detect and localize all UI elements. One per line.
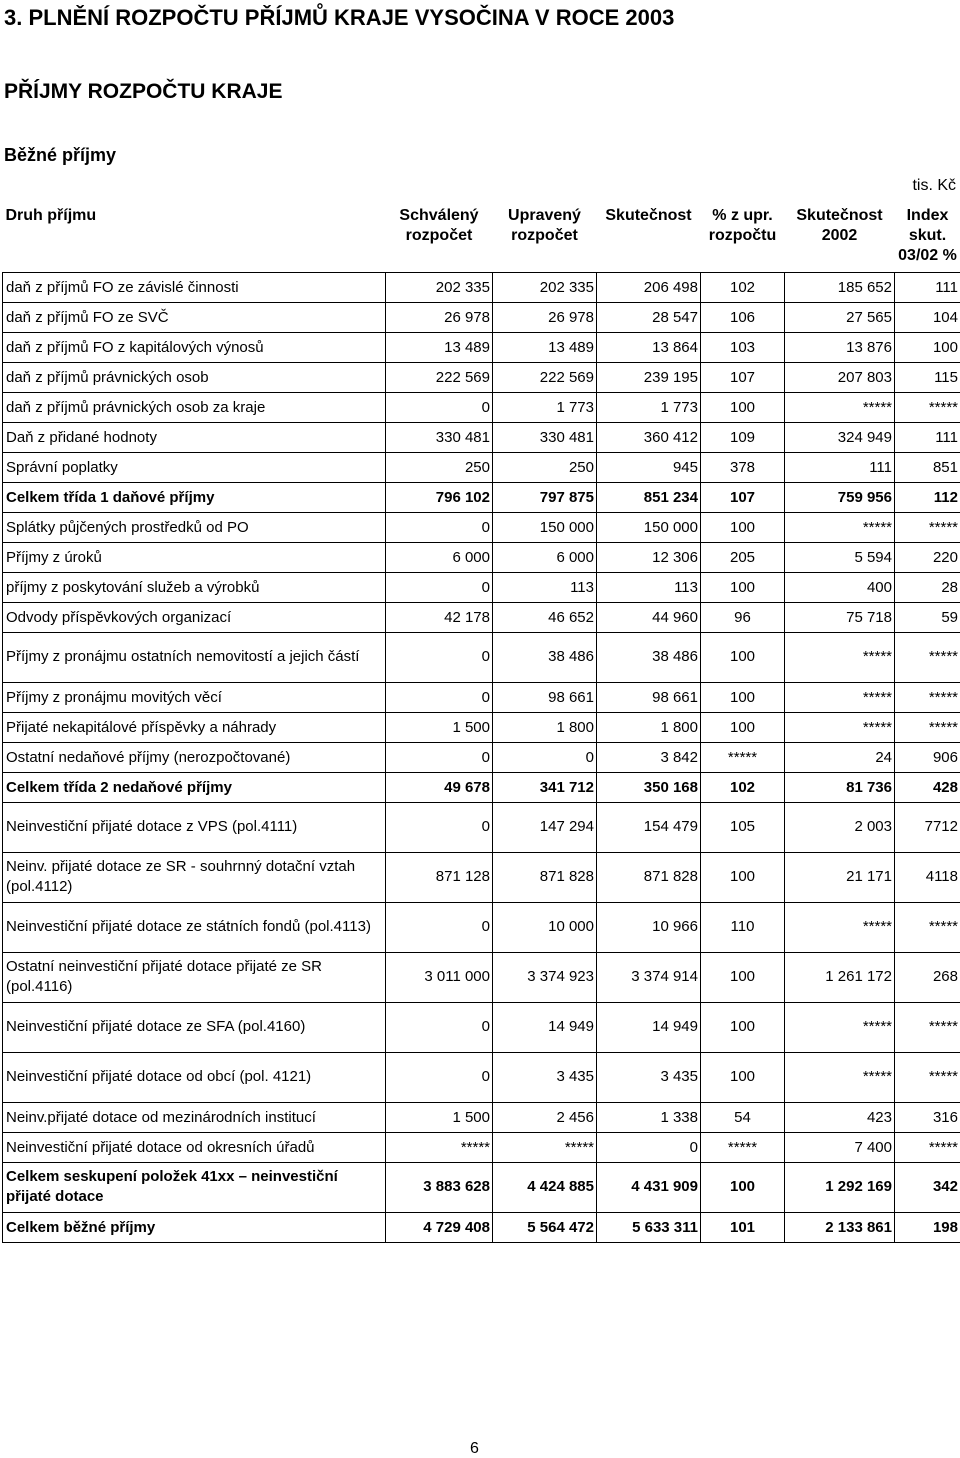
cell-upraveny: 341 712 bbox=[493, 772, 597, 802]
cell-skutecnost: 12 306 bbox=[597, 542, 701, 572]
income-table bbox=[2, 200, 960, 1243]
col-header-schvaleny: Schválený rozpočet bbox=[386, 200, 493, 272]
cell-index: ***** bbox=[895, 1002, 960, 1052]
cell-skutecnost: 38 486 bbox=[597, 632, 701, 682]
cell-skut2002: ***** bbox=[785, 682, 895, 712]
cell-upraveny: 202 335 bbox=[493, 272, 597, 302]
table-row bbox=[3, 682, 960, 712]
cell-schvaleny: 202 335 bbox=[386, 272, 493, 302]
cell-pct: 103 bbox=[701, 332, 785, 362]
cell-upraveny: 222 569 bbox=[493, 362, 597, 392]
table-row bbox=[3, 712, 960, 742]
cell-index: 112 bbox=[895, 482, 960, 512]
cell-pct: 109 bbox=[701, 422, 785, 452]
col-header-index: Index skut. 03/02 % bbox=[895, 200, 960, 272]
cell-schvaleny: 0 bbox=[386, 1002, 493, 1052]
cell-skut2002: 5 594 bbox=[785, 542, 895, 572]
cell-pct: 101 bbox=[701, 1212, 785, 1242]
cell-pct: 110 bbox=[701, 902, 785, 952]
cell-label: příjmy z poskytování služeb a výrobků bbox=[3, 572, 386, 602]
cell-schvaleny: 3 883 628 bbox=[386, 1162, 493, 1212]
cell-label: Přijaté nekapitálové příspěvky a náhrady bbox=[3, 712, 386, 742]
cell-upraveny: 98 661 bbox=[493, 682, 597, 712]
cell-label: daň z příjmů FO z kapitálových výnosů bbox=[3, 332, 386, 362]
cell-pct: 100 bbox=[701, 852, 785, 902]
cell-pct: 378 bbox=[701, 452, 785, 482]
cell-label: Neinvestiční přijaté dotace ze SFA (pol.4160) bbox=[3, 1002, 386, 1052]
cell-index: 851 bbox=[895, 452, 960, 482]
cell-index: 342 bbox=[895, 1162, 960, 1212]
cell-skut2002: 21 171 bbox=[785, 852, 895, 902]
cell-upraveny: 10 000 bbox=[493, 902, 597, 952]
col-header-pct: % z upr. rozpočtu bbox=[701, 200, 785, 272]
cell-skutecnost: 851 234 bbox=[597, 482, 701, 512]
cell-skutecnost: 3 435 bbox=[597, 1052, 701, 1102]
table-row bbox=[3, 452, 960, 482]
cell-skutecnost: 4 431 909 bbox=[597, 1162, 701, 1212]
table-row bbox=[3, 952, 960, 1002]
col-header-druh: Druh příjmu bbox=[3, 200, 386, 272]
cell-index: ***** bbox=[895, 392, 960, 422]
cell-skutecnost: 5 633 311 bbox=[597, 1212, 701, 1242]
cell-schvaleny: ***** bbox=[386, 1132, 493, 1162]
cell-index: 59 bbox=[895, 602, 960, 632]
table-row bbox=[3, 1052, 960, 1102]
cell-pct: 100 bbox=[701, 682, 785, 712]
col-header-upraveny: Upravený rozpočet bbox=[493, 200, 597, 272]
cell-skutecnost: 3 842 bbox=[597, 742, 701, 772]
cell-pct: 100 bbox=[701, 1162, 785, 1212]
cell-schvaleny: 0 bbox=[386, 392, 493, 422]
cell-pct: 100 bbox=[701, 952, 785, 1002]
cell-skutecnost: 1 773 bbox=[597, 392, 701, 422]
cell-upraveny: 6 000 bbox=[493, 542, 597, 572]
cell-schvaleny: 42 178 bbox=[386, 602, 493, 632]
cell-schvaleny: 1 500 bbox=[386, 712, 493, 742]
cell-skut2002: 75 718 bbox=[785, 602, 895, 632]
cell-pct: 100 bbox=[701, 1002, 785, 1052]
col-header-skutecnost: Skutečnost bbox=[597, 200, 701, 272]
cell-label: Celkem třída 1 daňové příjmy bbox=[3, 482, 386, 512]
cell-skut2002: 1 261 172 bbox=[785, 952, 895, 1002]
cell-upraveny: ***** bbox=[493, 1132, 597, 1162]
cell-skutecnost: 44 960 bbox=[597, 602, 701, 632]
table-row bbox=[3, 1212, 960, 1242]
cell-pct: 100 bbox=[701, 632, 785, 682]
cell-label: Splátky půjčených prostředků od PO bbox=[3, 512, 386, 542]
cell-upraveny: 38 486 bbox=[493, 632, 597, 682]
cell-pct: 107 bbox=[701, 362, 785, 392]
cell-pct: 100 bbox=[701, 392, 785, 422]
cell-skutecnost: 206 498 bbox=[597, 272, 701, 302]
table-row bbox=[3, 852, 960, 902]
cell-skutecnost: 0 bbox=[597, 1132, 701, 1162]
cell-skutecnost: 28 547 bbox=[597, 302, 701, 332]
cell-index: 268 bbox=[895, 952, 960, 1002]
cell-label: Příjmy z úroků bbox=[3, 542, 386, 572]
cell-upraveny: 250 bbox=[493, 452, 597, 482]
cell-pct: 96 bbox=[701, 602, 785, 632]
cell-pct: ***** bbox=[701, 742, 785, 772]
cell-schvaleny: 250 bbox=[386, 452, 493, 482]
cell-schvaleny: 1 500 bbox=[386, 1102, 493, 1132]
cell-skut2002: 27 565 bbox=[785, 302, 895, 332]
cell-schvaleny: 26 978 bbox=[386, 302, 493, 332]
cell-schvaleny: 13 489 bbox=[386, 332, 493, 362]
cell-upraveny: 330 481 bbox=[493, 422, 597, 452]
cell-skutecnost: 14 949 bbox=[597, 1002, 701, 1052]
cell-index: 906 bbox=[895, 742, 960, 772]
cell-schvaleny: 222 569 bbox=[386, 362, 493, 392]
cell-schvaleny: 330 481 bbox=[386, 422, 493, 452]
cell-skutecnost: 1 338 bbox=[597, 1102, 701, 1132]
cell-skut2002: ***** bbox=[785, 1002, 895, 1052]
cell-upraveny: 4 424 885 bbox=[493, 1162, 597, 1212]
cell-schvaleny: 796 102 bbox=[386, 482, 493, 512]
cell-label: Správní poplatky bbox=[3, 452, 386, 482]
cell-upraveny: 1 800 bbox=[493, 712, 597, 742]
cell-label: Odvody příspěvkových organizací bbox=[3, 602, 386, 632]
cell-index: 111 bbox=[895, 272, 960, 302]
cell-skut2002: 185 652 bbox=[785, 272, 895, 302]
cell-schvaleny: 0 bbox=[386, 1052, 493, 1102]
unit-label: tis. Kč bbox=[912, 177, 956, 195]
cell-pct: 107 bbox=[701, 482, 785, 512]
cell-pct: 205 bbox=[701, 542, 785, 572]
cell-schvaleny: 3 011 000 bbox=[386, 952, 493, 1002]
cell-label: Ostatní neinvestiční přijaté dotace přijaté ze SR (pol.4116) bbox=[3, 952, 386, 1002]
cell-skut2002: 324 949 bbox=[785, 422, 895, 452]
cell-label: Neinvestiční přijaté dotace ze státních fondů (pol.4113) bbox=[3, 902, 386, 952]
cell-label: daň z příjmů právnických osob bbox=[3, 362, 386, 392]
cell-skutecnost: 13 864 bbox=[597, 332, 701, 362]
table-row bbox=[3, 1162, 960, 1212]
table-row bbox=[3, 332, 960, 362]
table-row bbox=[3, 512, 960, 542]
table-row bbox=[3, 1132, 960, 1162]
cell-index: 198 bbox=[895, 1212, 960, 1242]
cell-skutecnost: 239 195 bbox=[597, 362, 701, 392]
cell-label: Celkem seskupení položek 41xx – neinvestiční přijaté dotace bbox=[3, 1162, 386, 1212]
section-heading: PŘÍJMY ROZPOČTU KRAJE bbox=[4, 80, 283, 104]
cell-upraveny: 26 978 bbox=[493, 302, 597, 332]
cell-label: Neinvestiční přijaté dotace od obcí (pol. 4121) bbox=[3, 1052, 386, 1102]
cell-schvaleny: 871 128 bbox=[386, 852, 493, 902]
table-row bbox=[3, 422, 960, 452]
cell-index: ***** bbox=[895, 712, 960, 742]
cell-pct: 100 bbox=[701, 712, 785, 742]
cell-skutecnost: 945 bbox=[597, 452, 701, 482]
cell-index: ***** bbox=[895, 902, 960, 952]
cell-schvaleny: 0 bbox=[386, 572, 493, 602]
cell-skutecnost: 98 661 bbox=[597, 682, 701, 712]
page-number: 6 bbox=[470, 1440, 479, 1458]
cell-skut2002: 81 736 bbox=[785, 772, 895, 802]
cell-upraveny: 3 435 bbox=[493, 1052, 597, 1102]
cell-skut2002: 24 bbox=[785, 742, 895, 772]
cell-upraveny: 871 828 bbox=[493, 852, 597, 902]
cell-skutecnost: 113 bbox=[597, 572, 701, 602]
cell-upraveny: 147 294 bbox=[493, 802, 597, 852]
cell-skut2002: 759 956 bbox=[785, 482, 895, 512]
cell-index: 100 bbox=[895, 332, 960, 362]
cell-upraveny: 5 564 472 bbox=[493, 1212, 597, 1242]
cell-skutecnost: 350 168 bbox=[597, 772, 701, 802]
cell-skut2002: ***** bbox=[785, 712, 895, 742]
cell-label: Daň z přidané hodnoty bbox=[3, 422, 386, 452]
table-row bbox=[3, 302, 960, 332]
cell-index: 111 bbox=[895, 422, 960, 452]
table-row bbox=[3, 572, 960, 602]
cell-label: Neinvestiční přijaté dotace z VPS (pol.4111) bbox=[3, 802, 386, 852]
cell-schvaleny: 0 bbox=[386, 902, 493, 952]
table-row bbox=[3, 392, 960, 422]
cell-skut2002: ***** bbox=[785, 632, 895, 682]
cell-skutecnost: 154 479 bbox=[597, 802, 701, 852]
cell-index: ***** bbox=[895, 1052, 960, 1102]
cell-label: Příjmy z pronájmu ostatních nemovitostí a jejich částí bbox=[3, 632, 386, 682]
cell-index: 104 bbox=[895, 302, 960, 332]
cell-skutecnost: 3 374 914 bbox=[597, 952, 701, 1002]
cell-label: daň z příjmů FO ze závislé činnosti bbox=[3, 272, 386, 302]
cell-upraveny: 150 000 bbox=[493, 512, 597, 542]
cell-skut2002: 2 133 861 bbox=[785, 1212, 895, 1242]
table-row bbox=[3, 632, 960, 682]
cell-upraveny: 0 bbox=[493, 742, 597, 772]
cell-index: ***** bbox=[895, 512, 960, 542]
cell-index: 220 bbox=[895, 542, 960, 572]
cell-index: 4118 bbox=[895, 852, 960, 902]
cell-pct: 100 bbox=[701, 572, 785, 602]
cell-index: 428 bbox=[895, 772, 960, 802]
cell-skut2002: 400 bbox=[785, 572, 895, 602]
table-row bbox=[3, 542, 960, 572]
cell-pct: 102 bbox=[701, 272, 785, 302]
cell-index: ***** bbox=[895, 632, 960, 682]
cell-skut2002: 1 292 169 bbox=[785, 1162, 895, 1212]
cell-pct: 100 bbox=[701, 512, 785, 542]
cell-schvaleny: 6 000 bbox=[386, 542, 493, 572]
cell-skut2002: 207 803 bbox=[785, 362, 895, 392]
cell-schvaleny: 0 bbox=[386, 512, 493, 542]
table-body bbox=[3, 272, 960, 1242]
cell-label: Příjmy z pronájmu movitých věcí bbox=[3, 682, 386, 712]
table-row bbox=[3, 272, 960, 302]
cell-schvaleny: 0 bbox=[386, 742, 493, 772]
subsection-heading: Běžné příjmy bbox=[4, 145, 116, 166]
cell-label: Neinvestiční přijaté dotace od okresních úřadů bbox=[3, 1132, 386, 1162]
cell-label: daň z příjmů právnických osob za kraje bbox=[3, 392, 386, 422]
cell-skutecnost: 150 000 bbox=[597, 512, 701, 542]
cell-upraveny: 3 374 923 bbox=[493, 952, 597, 1002]
cell-pct: 100 bbox=[701, 1052, 785, 1102]
cell-skut2002: ***** bbox=[785, 512, 895, 542]
cell-skut2002: 13 876 bbox=[785, 332, 895, 362]
cell-pct: ***** bbox=[701, 1132, 785, 1162]
table-row bbox=[3, 902, 960, 952]
cell-skut2002: 111 bbox=[785, 452, 895, 482]
cell-skutecnost: 360 412 bbox=[597, 422, 701, 452]
cell-upraveny: 46 652 bbox=[493, 602, 597, 632]
table-row bbox=[3, 602, 960, 632]
page-title: 3. PLNĚNÍ ROZPOČTU PŘÍJMŮ KRAJE VYSOČINA V ROCE 2003 bbox=[4, 5, 674, 31]
cell-skut2002: ***** bbox=[785, 902, 895, 952]
table-row bbox=[3, 772, 960, 802]
cell-schvaleny: 49 678 bbox=[386, 772, 493, 802]
cell-index: 28 bbox=[895, 572, 960, 602]
table-row bbox=[3, 1102, 960, 1132]
cell-index: 7712 bbox=[895, 802, 960, 852]
cell-label: daň z příjmů FO ze SVČ bbox=[3, 302, 386, 332]
cell-pct: 106 bbox=[701, 302, 785, 332]
cell-label: Neinv.přijaté dotace od mezinárodních institucí bbox=[3, 1102, 386, 1132]
cell-schvaleny: 0 bbox=[386, 802, 493, 852]
cell-pct: 102 bbox=[701, 772, 785, 802]
cell-skutecnost: 871 828 bbox=[597, 852, 701, 902]
cell-label: Neinv. přijaté dotace ze SR - souhrnný dotační vztah (pol.4112) bbox=[3, 852, 386, 902]
cell-label: Celkem třída 2 nedaňové příjmy bbox=[3, 772, 386, 802]
cell-index: 316 bbox=[895, 1102, 960, 1132]
cell-skut2002: ***** bbox=[785, 392, 895, 422]
cell-schvaleny: 0 bbox=[386, 682, 493, 712]
cell-skut2002: ***** bbox=[785, 1052, 895, 1102]
cell-index: ***** bbox=[895, 682, 960, 712]
cell-skutecnost: 1 800 bbox=[597, 712, 701, 742]
cell-upraveny: 113 bbox=[493, 572, 597, 602]
table-header-row bbox=[3, 200, 960, 272]
table-row bbox=[3, 482, 960, 512]
cell-skut2002: 423 bbox=[785, 1102, 895, 1132]
cell-skut2002: 7 400 bbox=[785, 1132, 895, 1162]
table-row bbox=[3, 802, 960, 852]
table-row bbox=[3, 742, 960, 772]
cell-upraveny: 797 875 bbox=[493, 482, 597, 512]
cell-upraveny: 2 456 bbox=[493, 1102, 597, 1132]
cell-upraveny: 1 773 bbox=[493, 392, 597, 422]
col-header-skut2002: Skutečnost 2002 bbox=[785, 200, 895, 272]
cell-index: 115 bbox=[895, 362, 960, 392]
cell-label: Celkem běžné příjmy bbox=[3, 1212, 386, 1242]
table-row bbox=[3, 362, 960, 392]
cell-upraveny: 13 489 bbox=[493, 332, 597, 362]
cell-label: Ostatní nedaňové příjmy (nerozpočtované) bbox=[3, 742, 386, 772]
cell-pct: 105 bbox=[701, 802, 785, 852]
cell-skutecnost: 10 966 bbox=[597, 902, 701, 952]
cell-upraveny: 14 949 bbox=[493, 1002, 597, 1052]
cell-pct: 54 bbox=[701, 1102, 785, 1132]
cell-skut2002: 2 003 bbox=[785, 802, 895, 852]
cell-schvaleny: 0 bbox=[386, 632, 493, 682]
cell-schvaleny: 4 729 408 bbox=[386, 1212, 493, 1242]
table-row bbox=[3, 1002, 960, 1052]
cell-index: ***** bbox=[895, 1132, 960, 1162]
